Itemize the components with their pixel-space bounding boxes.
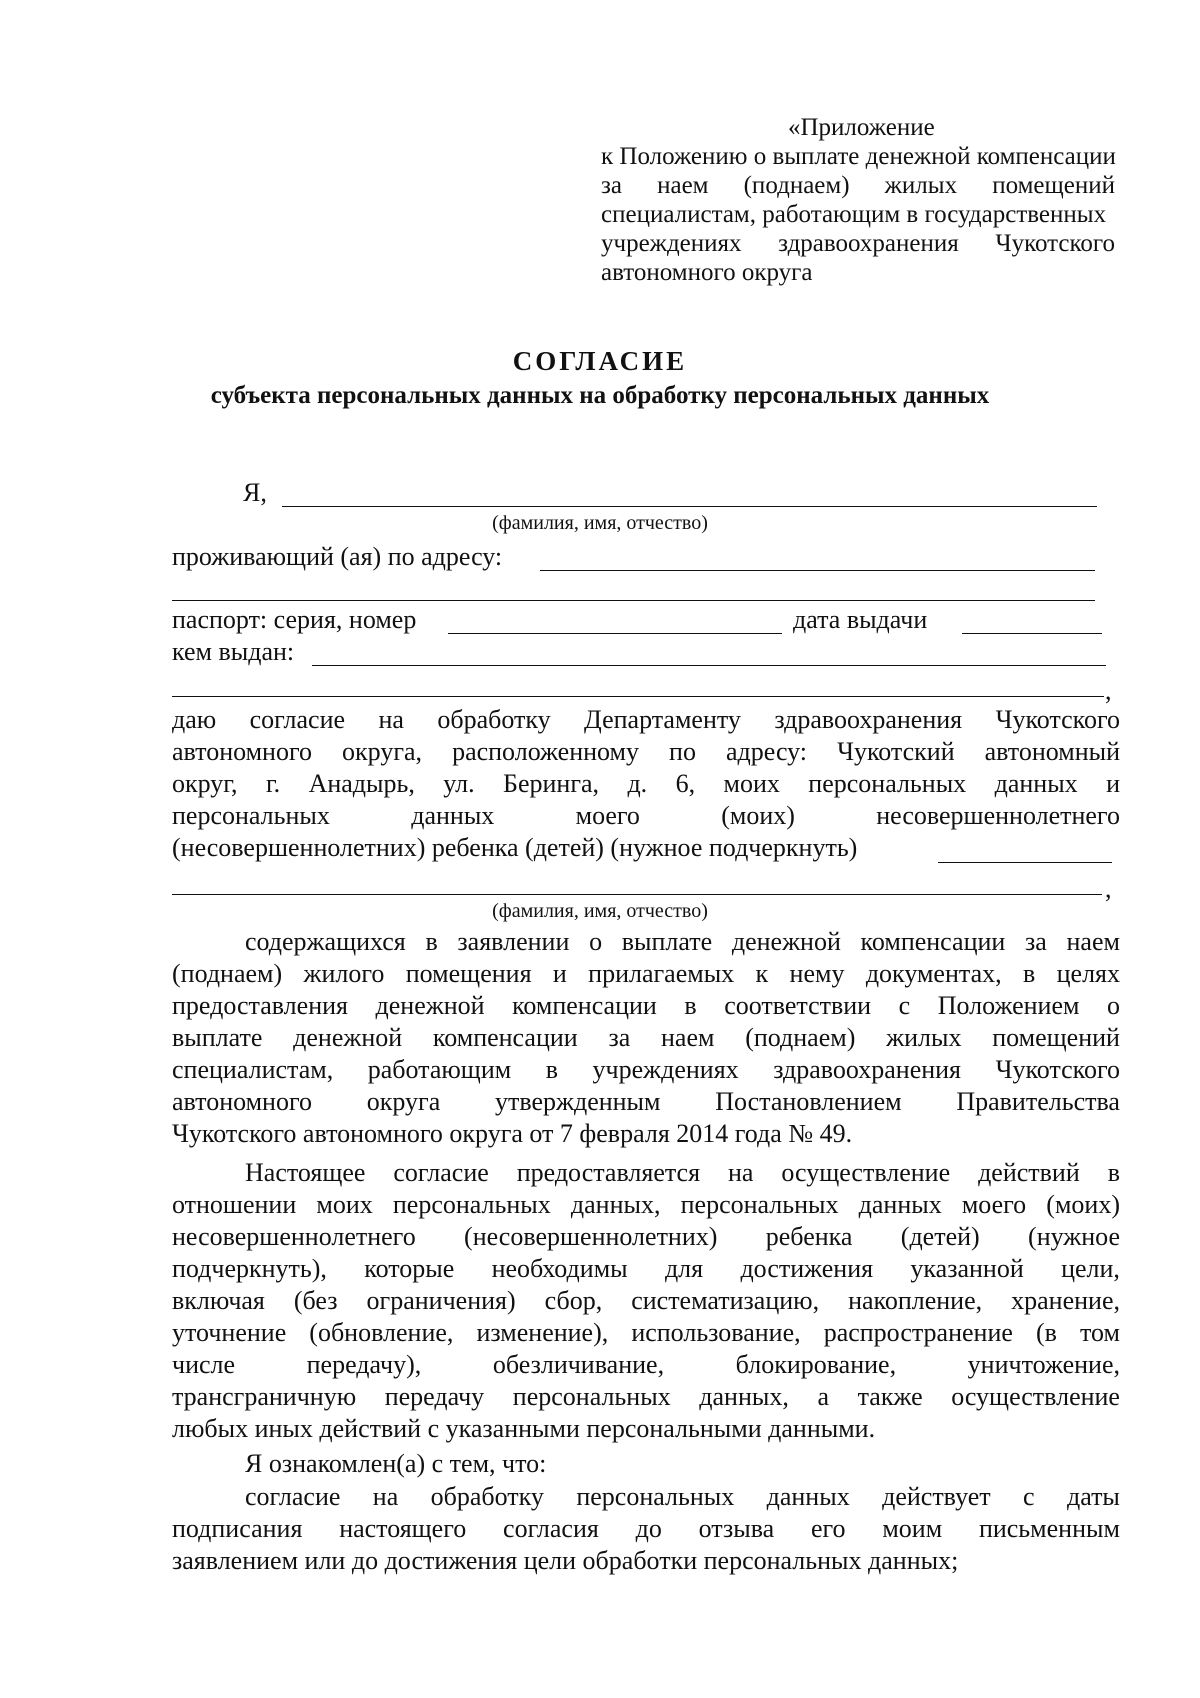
word: округа xyxy=(366,1087,441,1116)
word: а xyxy=(817,1382,829,1411)
word: том xyxy=(1079,1318,1120,1347)
word: осуществление xyxy=(781,1158,951,1187)
paragraph-line xyxy=(172,1023,1120,1053)
paragraph-line xyxy=(172,1087,1120,1117)
consent-line xyxy=(172,801,1120,831)
word: г. xyxy=(265,769,281,798)
word: подписания xyxy=(172,1514,303,1543)
word: которые xyxy=(364,1254,455,1283)
word: округ, xyxy=(172,769,238,798)
word: о xyxy=(1107,991,1120,1020)
appendix-line xyxy=(601,171,1115,201)
paragraph-line xyxy=(172,1382,1120,1412)
word: компенсации xyxy=(860,927,1006,956)
child-field-line-2[interactable] xyxy=(172,894,1102,895)
word: предоставления xyxy=(172,991,348,1020)
word: хранение, xyxy=(1011,1286,1120,1315)
word: (поднаем) xyxy=(745,1023,856,1052)
word: моих xyxy=(723,769,780,798)
word: моего xyxy=(961,1190,1027,1219)
word: помещений xyxy=(992,172,1115,199)
word: наем xyxy=(657,172,709,199)
appendix-title: «Приложение xyxy=(788,114,935,141)
word: (без xyxy=(293,1286,338,1315)
word: и xyxy=(552,959,567,988)
word: включая xyxy=(172,1286,265,1315)
word: изменение), xyxy=(476,1318,609,1347)
word: ребенка xyxy=(765,1222,853,1251)
word: согласия xyxy=(503,1514,599,1543)
word: учреждениях xyxy=(592,1055,739,1084)
document-title: СОГЛАСИЕ xyxy=(512,346,688,376)
word: обработку xyxy=(430,1482,544,1511)
word: денежной xyxy=(293,1023,403,1052)
word: здравоохранения xyxy=(773,1055,962,1084)
word: по xyxy=(669,737,696,766)
word: подчеркнуть), xyxy=(172,1254,327,1283)
word: указанной xyxy=(910,1254,1024,1283)
address-field-line-2[interactable] xyxy=(172,600,1095,601)
word: его xyxy=(810,1514,846,1543)
word: Анадырь, xyxy=(308,769,415,798)
word: адресу: xyxy=(725,737,808,766)
word: денежной xyxy=(731,927,841,956)
word: ул. xyxy=(443,769,475,798)
word: данных, xyxy=(570,1190,661,1219)
word: (поднаем) xyxy=(743,172,850,199)
word: жилых xyxy=(886,1023,962,1052)
word: наем xyxy=(661,1023,715,1052)
passport-number-line[interactable] xyxy=(448,633,782,634)
word: согласие xyxy=(249,705,346,734)
word: д. xyxy=(627,769,648,798)
word: блокирование, xyxy=(735,1350,897,1379)
word: даю xyxy=(172,705,217,734)
appendix-line: к Положению о выплате денежной компенсации xyxy=(601,143,1116,170)
word: работающим xyxy=(367,1055,512,1084)
word: согласие xyxy=(393,1158,489,1187)
paragraph-line: Я ознакомлен(а) с тем, что: xyxy=(245,1449,547,1478)
word: распространение xyxy=(823,1318,1013,1347)
word: на xyxy=(727,1158,754,1187)
consent-line xyxy=(172,705,1120,735)
word: настоящего xyxy=(339,1514,467,1543)
word: с xyxy=(898,991,911,1020)
word: трансграничную xyxy=(172,1382,357,1411)
fio-caption: (фамилия, имя, отчество) xyxy=(492,512,708,534)
fio-field-line[interactable] xyxy=(282,506,1097,507)
word: в xyxy=(1022,959,1036,988)
word: (несовершеннолетних) xyxy=(464,1222,718,1251)
word: отзыва xyxy=(698,1514,775,1543)
word: за xyxy=(608,1023,631,1052)
word: даты xyxy=(1066,1482,1120,1511)
word: (моих) xyxy=(721,801,795,830)
child-fio-caption: (фамилия, имя, отчество) xyxy=(492,900,708,922)
word: автономного xyxy=(172,737,312,766)
word: также xyxy=(857,1382,923,1411)
consent-line xyxy=(172,769,1120,799)
word: цели, xyxy=(1061,1254,1120,1283)
word: жилого xyxy=(303,959,385,988)
word: данных xyxy=(766,1482,850,1511)
issued-by-label: кем выдан: xyxy=(172,637,295,666)
paragraph-line: заявлением или до достижения цели обработки персональных данных; xyxy=(172,1546,959,1575)
word: Положением xyxy=(937,991,1080,1020)
address-field-line[interactable] xyxy=(540,570,1095,571)
word: действует xyxy=(882,1482,991,1511)
word: персональных xyxy=(576,1482,735,1511)
word: автономный xyxy=(984,737,1120,766)
word: (детей) xyxy=(900,1222,980,1251)
word: денежной xyxy=(375,991,485,1020)
word: моих xyxy=(316,1190,373,1219)
word: передачу), xyxy=(306,1350,422,1379)
word: в xyxy=(425,927,438,956)
word: Постановлением xyxy=(715,1087,902,1116)
word: Чукотского xyxy=(995,705,1120,734)
word: округа, xyxy=(342,737,423,766)
word: документах, xyxy=(865,959,1002,988)
word: помещений xyxy=(992,1023,1120,1052)
paragraph-line xyxy=(172,1222,1120,1252)
address-label: проживающий (ая) по адресу: xyxy=(172,542,503,571)
consent-line xyxy=(172,737,1120,767)
word: на xyxy=(378,705,404,734)
word: передачу xyxy=(384,1382,485,1411)
word: (обновление, xyxy=(309,1318,454,1347)
issued-by-line-2[interactable] xyxy=(172,696,1104,697)
word: автономного xyxy=(172,1087,312,1116)
word: данных xyxy=(858,1190,942,1219)
word: Чукотского xyxy=(995,1055,1120,1084)
word: персональных xyxy=(392,1190,551,1219)
word: нему xyxy=(789,959,845,988)
word: расположенному xyxy=(452,737,639,766)
word: осуществление xyxy=(951,1382,1120,1411)
word: Чукотский xyxy=(837,737,955,766)
paragraph-line xyxy=(172,1514,1120,1544)
word: о xyxy=(589,927,603,956)
word: уничтожение, xyxy=(967,1350,1120,1379)
appendix-line: автономного округа xyxy=(601,259,813,286)
issue-date-label: дата выдачи xyxy=(793,605,928,634)
word: несовершеннолетнего xyxy=(876,801,1120,830)
word: действий xyxy=(978,1158,1080,1187)
word: персональных xyxy=(172,801,330,830)
word: утвержденным xyxy=(494,1087,661,1116)
word: несовершеннолетнего xyxy=(172,1222,416,1251)
word: жилых xyxy=(884,172,958,199)
word: отношении xyxy=(172,1190,297,1219)
word: персональных xyxy=(512,1382,671,1411)
word: учреждениях xyxy=(601,230,742,257)
comma: , xyxy=(1105,874,1112,903)
word: в xyxy=(545,1055,559,1084)
paragraph-line: любых иных действий с указанными персональными данными. xyxy=(172,1414,876,1443)
word: достижения xyxy=(740,1254,874,1283)
word: систематизацию, xyxy=(631,1286,820,1315)
word: (поднаем) xyxy=(172,959,283,988)
paragraph-line xyxy=(172,1055,1120,1085)
word: и xyxy=(1106,769,1120,798)
word: за xyxy=(601,172,622,199)
word: для xyxy=(664,1254,704,1283)
paragraph-line xyxy=(172,1318,1120,1348)
word: здравоохранения xyxy=(774,705,963,734)
word: (нужное xyxy=(1028,1222,1120,1251)
word: содержащихся xyxy=(245,927,406,956)
word: персональных xyxy=(680,1190,839,1219)
word: с xyxy=(1023,1482,1035,1511)
paragraph-line xyxy=(245,1482,1120,1512)
appendix-line: специалистам, работающим в государственных xyxy=(601,201,1107,228)
word: Беринга, xyxy=(503,769,600,798)
word: Настоящее xyxy=(245,1158,366,1187)
word: числе xyxy=(172,1350,236,1379)
word: помещения xyxy=(405,959,532,988)
word: выплате xyxy=(172,1023,263,1052)
word: Правительства xyxy=(956,1087,1120,1116)
i-label: Я, xyxy=(243,478,267,507)
word: накопление, xyxy=(848,1286,983,1315)
paragraph-line: Чукотского автономного округа от 7 февраля 2014 года № 49. xyxy=(172,1119,853,1148)
word: персональных xyxy=(808,769,967,798)
paragraph-line xyxy=(172,1254,1120,1284)
word: обезличивание, xyxy=(492,1350,665,1379)
word: в xyxy=(684,991,697,1020)
appendix-line xyxy=(601,229,1115,259)
word: предоставляется xyxy=(516,1158,701,1187)
word: использование, xyxy=(631,1318,801,1347)
word: обработку xyxy=(437,705,551,734)
word: моим xyxy=(882,1514,943,1543)
word: данных xyxy=(411,801,495,830)
word: письменным xyxy=(978,1514,1120,1543)
paragraph-line xyxy=(172,959,1120,989)
word: сбор, xyxy=(544,1286,603,1315)
word: данных xyxy=(994,769,1078,798)
word: ограничения) xyxy=(366,1286,516,1315)
word: к xyxy=(755,959,769,988)
consent-line: (несовершеннолетних) ребенка (детей) (нужное подчеркнуть) xyxy=(172,833,858,862)
word: компенсации xyxy=(432,1023,578,1052)
word: прилагаемых xyxy=(588,959,735,988)
word: наем xyxy=(1066,927,1120,956)
paragraph-line xyxy=(172,1190,1120,1220)
word: соответствии xyxy=(724,991,872,1020)
word: здравоохранения xyxy=(778,230,959,257)
word: в xyxy=(1107,1158,1120,1187)
word: моего xyxy=(575,801,640,830)
word: 6, xyxy=(675,769,696,798)
paragraph-line xyxy=(172,1286,1120,1316)
word: согласие xyxy=(245,1482,341,1511)
comma: , xyxy=(1105,676,1112,705)
paragraph-line xyxy=(172,991,1120,1021)
paragraph-line xyxy=(245,927,1120,957)
word: за xyxy=(1025,927,1047,956)
word: Чукотского xyxy=(995,230,1115,257)
word: целях xyxy=(1056,959,1120,988)
word: выплате xyxy=(621,927,713,956)
word: необходимы xyxy=(491,1254,628,1283)
word: до xyxy=(635,1514,662,1543)
word: (в xyxy=(1035,1318,1057,1347)
issued-by-line[interactable] xyxy=(312,665,1106,666)
word: (моих) xyxy=(1046,1190,1120,1219)
word: уточнение xyxy=(172,1318,287,1347)
paragraph-line xyxy=(245,1158,1120,1188)
word: заявлении xyxy=(457,927,570,956)
word: специалистам, xyxy=(172,1055,334,1084)
child-field-line[interactable] xyxy=(938,862,1112,863)
word: данных, xyxy=(699,1382,789,1411)
issue-date-line[interactable] xyxy=(962,633,1102,634)
document-subtitle: субъекта персональных данных на обработку персональных данных xyxy=(210,382,990,409)
paragraph-line xyxy=(172,1350,1120,1380)
word: компенсации xyxy=(512,991,657,1020)
word: на xyxy=(372,1482,399,1511)
passport-label: паспорт: серия, номер xyxy=(172,605,417,634)
word: Департаменту xyxy=(584,705,741,734)
